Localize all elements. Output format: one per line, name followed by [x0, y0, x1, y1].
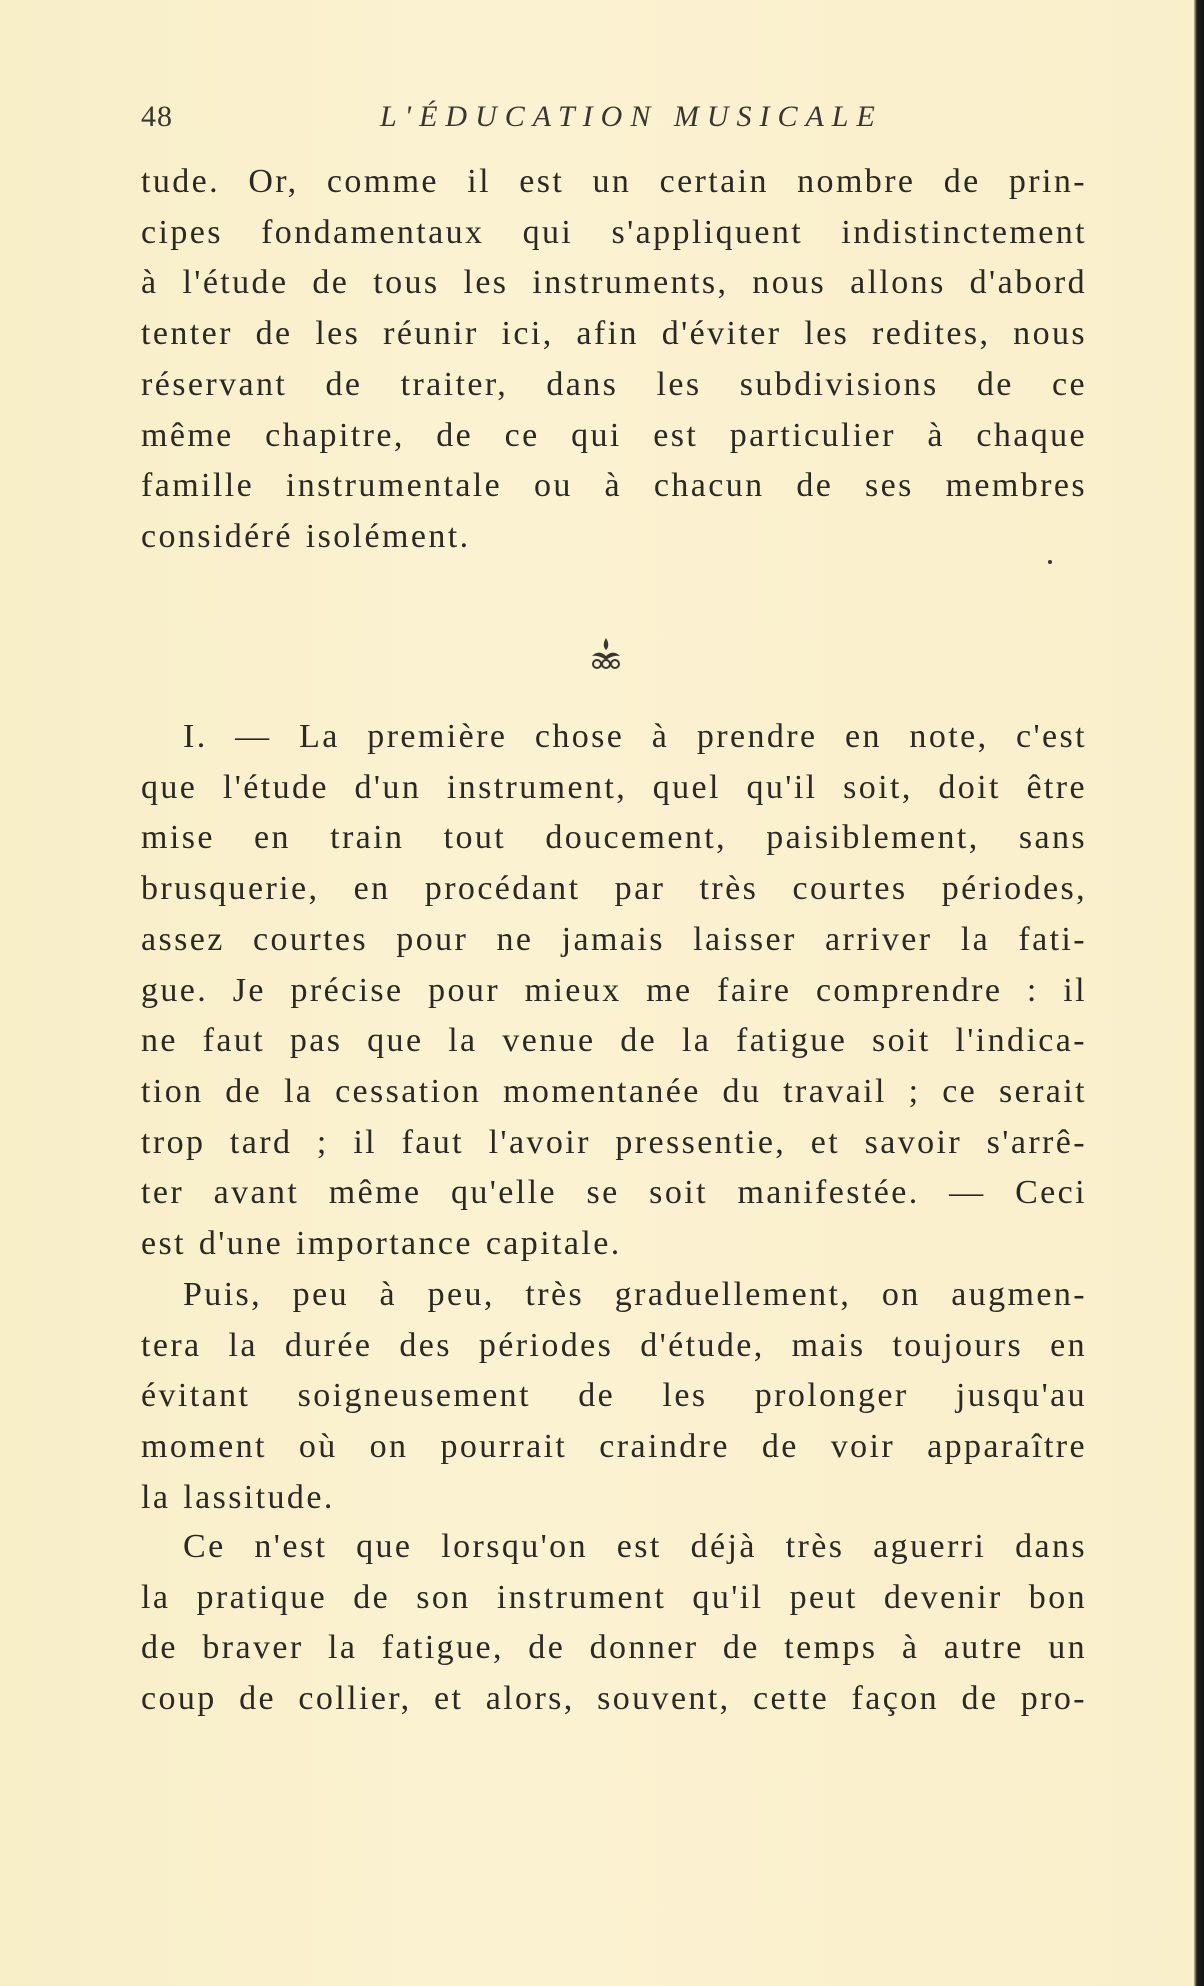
text-line: ter avant même qu'elle se soit manifestée. — Ceci — [141, 1174, 1087, 1212]
paragraph-1 — [141, 157, 1087, 563]
text-line: Ce n'est que lorsqu'on est déjà très aguerri dans — [183, 1528, 1087, 1565]
page-edge-shadow — [1194, 0, 1204, 1986]
text-line: la pratique de son instrument qu'il peut devenir bon — [141, 1578, 1087, 1616]
text-line: la lassitude. — [141, 1478, 335, 1516]
ink-speck — [1048, 560, 1052, 564]
fleuron-icon — [588, 636, 624, 672]
text-line: tion de la cessation momentanée du travail ; ce serait — [141, 1072, 1087, 1110]
text-line: famille instrumentale ou à chacun de ses membres — [141, 467, 1087, 505]
paragraph-2 — [141, 712, 1087, 1270]
text-line: que l'étude d'un instrument, quel qu'il soit, doit être — [141, 768, 1087, 806]
text-line: I. — La première chose à prendre en note, c'est — [183, 718, 1087, 755]
text-line: ne faut pas que la venue de la fatigue soit l'indica- — [141, 1022, 1087, 1060]
text-line: coup de collier, et alors, souvent, cette façon de pro- — [141, 1680, 1087, 1718]
text-line: à l'étude de tous les instruments, nous allons d'abord — [141, 264, 1087, 302]
text-line: même chapitre, de ce qui est particulier à chaque — [141, 416, 1087, 454]
text-line: mise en train tout doucement, paisiblement, sans — [141, 819, 1087, 857]
running-head: L'ÉDUCATION MUSICALE — [380, 100, 883, 133]
text-line: gue. Je précise pour mieux me faire comprendre : il — [141, 971, 1087, 1009]
text-line: considéré isolément. — [141, 517, 471, 555]
text-line: tude. Or, comme il est un certain nombre de prin- — [141, 163, 1087, 200]
paragraph-4 — [141, 1522, 1087, 1725]
text-line: tenter de les réunir ici, afin d'éviter les redites, nous — [141, 315, 1087, 353]
text-line: cipes fondamentaux qui s'appliquent indistinctement — [141, 213, 1087, 251]
text-line: brusquerie, en procédant par très courtes périodes, — [141, 870, 1087, 908]
text-line: tera la durée des périodes d'étude, mais toujours en — [141, 1326, 1087, 1364]
text-line: assez courtes pour ne jamais laisser arriver la fati- — [141, 920, 1087, 958]
text-line: réservant de traiter, dans les subdivisions de ce — [141, 365, 1087, 403]
text-line: évitant soigneusement de les prolonger jusqu'au — [141, 1377, 1087, 1415]
text-line: Puis, peu à peu, très graduellement, on augmen- — [183, 1276, 1087, 1313]
text-line: est d'une importance capitale. — [141, 1225, 622, 1263]
text-line: de braver la fatigue, de donner de temps à autre un — [141, 1629, 1087, 1667]
text-line: moment où on pourrait craindre de voir apparaître — [141, 1428, 1087, 1466]
text-line: trop tard ; il faut l'avoir pressentie, et savoir s'arrê- — [141, 1123, 1087, 1161]
paragraph-3 — [141, 1270, 1087, 1524]
page-number: 48 — [141, 100, 173, 133]
